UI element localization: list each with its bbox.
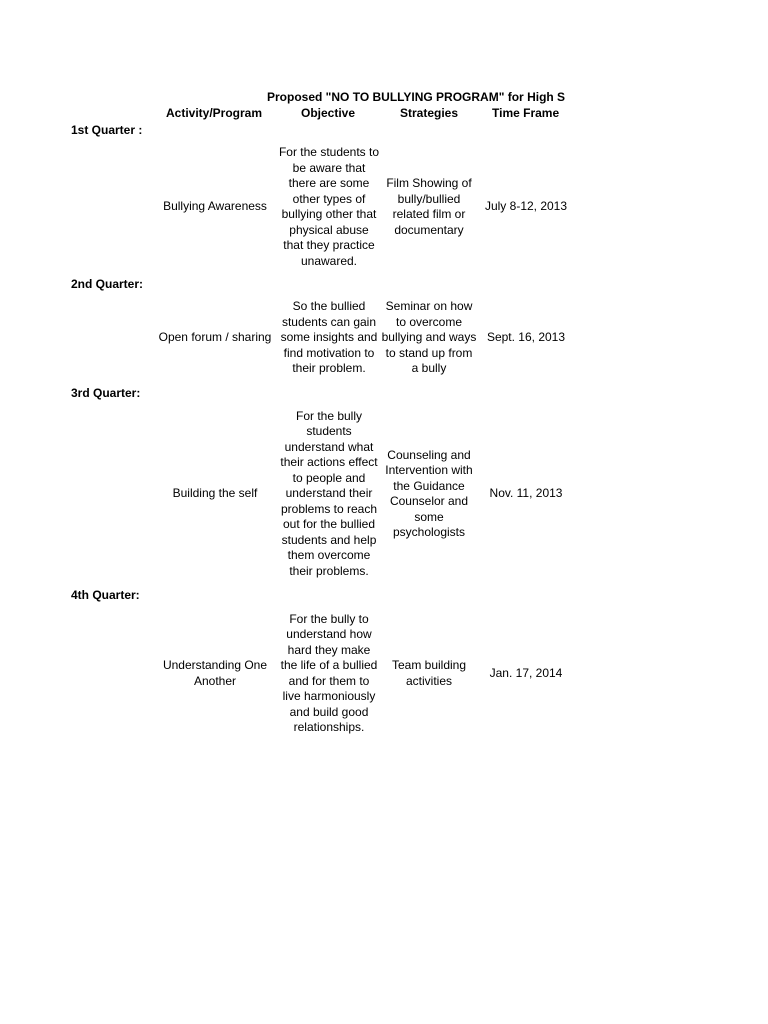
activity-cell: Open forum / sharing <box>158 330 272 345</box>
objective-cell: For the students to be aware that there are some other types of bullying other that physical abuse that they practice unawared. <box>278 145 380 268</box>
header-strategies: Strategies <box>400 106 459 120</box>
page-title: Proposed "NO TO BULLYING PROGRAM" for High S <box>267 90 566 104</box>
strategies-cell: Counseling and Intervention with the Guidance Counselor and some psychologists <box>385 447 473 539</box>
header-objective: Objective <box>301 106 356 120</box>
quarter-label: 2nd Quarter: <box>71 277 144 291</box>
header-activity: Activity/Program <box>166 106 263 120</box>
activity-cell: Understanding One Another <box>162 658 268 688</box>
activity-cell: Building the self <box>172 486 258 501</box>
strategies-cell: Film Showing of bully/bullied related film or documentary <box>386 176 472 237</box>
objective-cell: So the bullied students can gain some insights and find motivation to their problem. <box>280 299 378 376</box>
strategies-cell: Team building activities <box>391 658 467 688</box>
header-time-frame: Time Frame <box>492 106 560 120</box>
strategies-cell: Seminar on how to overcome bullying and ways to stand up from a bully <box>381 299 477 376</box>
activity-cell: Bullying Awareness <box>163 199 267 214</box>
time-frame-cell: July 8-12, 2013 <box>484 199 568 214</box>
quarter-label: 1st Quarter : <box>71 123 143 137</box>
time-frame-cell: Sept. 16, 2013 <box>486 330 566 345</box>
time-frame-cell: Jan. 17, 2014 <box>489 665 563 680</box>
quarter-label: 4th Quarter: <box>71 588 140 602</box>
objective-cell: For the bully students understand what their actions effect to people and understand their problems to reach out for the bullied students and help them overcome their problems. <box>280 408 378 578</box>
objective-cell: For the bully to understand how hard they make the life of a bullied and for them to live harmoniously and build good relationships. <box>280 611 378 734</box>
time-frame-cell: Nov. 11, 2013 <box>489 486 563 501</box>
quarter-label: 3rd Quarter: <box>71 386 141 400</box>
